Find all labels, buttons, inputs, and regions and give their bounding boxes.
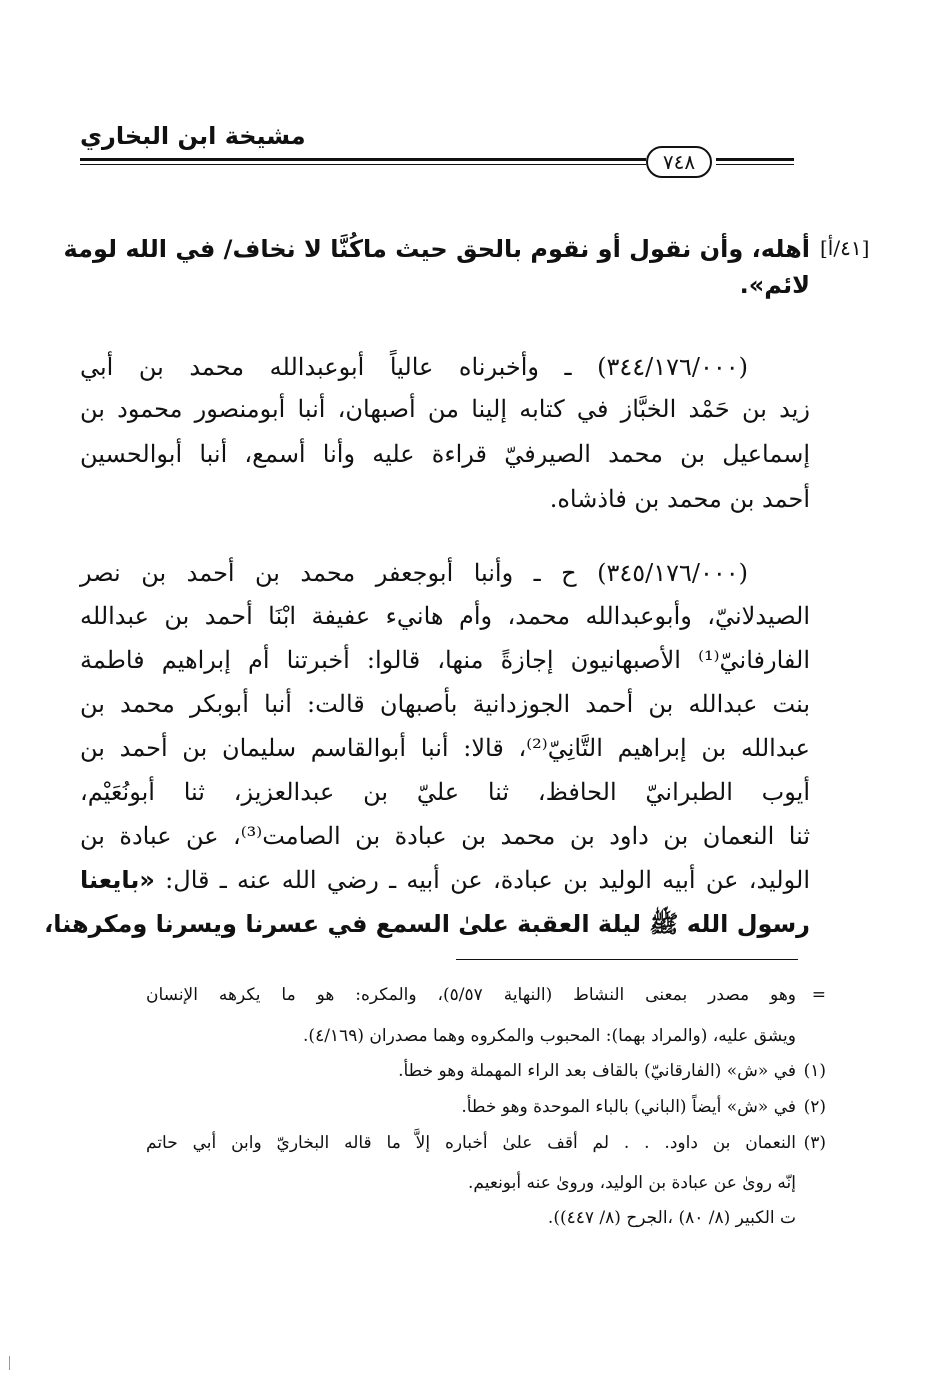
body-line: ثنا النعمان بن داود بن محمد بن عبادة بن الصامت⁽³⁾، عن عبادة بن	[80, 822, 810, 850]
body-line: زيد بن حَمْد الخبَّاز في كتابه إلينا من أصبهان، أنبا أبومنصور محمود بن	[80, 395, 810, 423]
body-line: إسماعيل بن محمد الصيرفيّ قراءة عليه وأنا أسمع، أنبا أبوالحسين	[80, 440, 810, 468]
body-line: بنت عبدالله بن أحمد الجوزدانية بأصبهان قالت: أنبا أبوبكر محمد بن	[80, 690, 810, 718]
footnote-separator	[456, 959, 798, 960]
body-line-hadith: رسول الله ﷺ ليلة العقبة علىٰ السمع في عسرنا ويسرنا ومكرهنا،	[44, 910, 810, 938]
footnote-line: في «ش» أيضاً (الباني) بالباء الموحدة وهو خطأ.	[461, 1097, 796, 1117]
body-line: أحمد بن محمد بن فاذشاه.	[549, 485, 810, 513]
body-line: الوليد، عن أبيه الوليد بن عبادة، عن أبيه ـ رضي الله عنه ـ قال: «بايعنا	[80, 866, 810, 894]
footnote-marker: (٣)	[803, 1133, 826, 1153]
folio-reference: [٤١/أ]	[820, 236, 870, 260]
footnote-line: إنّه روىٰ عن عبادة بن الوليد، وروىٰ عنه أبونعيم.	[468, 1173, 796, 1193]
body-line: الفارفانيّ⁽¹⁾ الأصبهانيون إجازةً منها، قالوا: أخبرتنا أم إبراهيم فاطمة	[80, 646, 810, 674]
body-line: أهله، وأن نقول أو نقوم بالحق حيث ماكُنَّا لا نخاف/ في الله لومة	[63, 235, 810, 263]
footnote-line: النعمان بن داود. . . لم أقف علىٰ أخباره إلاَّ ما قاله البخاريّ وابن أبي حاتم	[146, 1133, 796, 1153]
footnote-line: ت الكبير (٨/ ٨٠) ،الجرح (٨/ ٤٤٧)).	[547, 1208, 796, 1228]
body-line: لائم».	[739, 271, 810, 299]
running-title: مشيخة ابن البخاري	[80, 122, 306, 150]
header-rule-right	[716, 158, 794, 161]
footnote-marker: (١)	[803, 1061, 826, 1081]
footnote-continuation-mark: =	[811, 985, 826, 1005]
body-line: أيوب الطبرانيّ الحافظ، ثنا عليّ بن عبدالعزيز، ثنا أبونُعَيْم،	[80, 778, 810, 806]
scan-mark	[9, 1356, 10, 1370]
footnote-marker: (٢)	[803, 1097, 826, 1117]
footnote-line: وهو مصدر بمعنى النشاط (النهاية ٥/٥٧)، والمكره: هو ما يكرهه الإنسان	[146, 985, 796, 1005]
page-number: ٧٤٨	[646, 146, 712, 178]
body-line: عبدالله بن إبراهيم التَّانِيّ⁽²⁾، قالا: أنبا أبوالقاسم سليمان بن أحمد بن	[80, 734, 811, 762]
body-line: (٣٤٥/١٧٦/٠٠٠) ح ـ وأنبا أبوجعفر محمد بن أحمد بن نصر	[80, 559, 748, 587]
body-line: (٣٤٤/١٧٦/٠٠٠) ـ وأخبرناه عالياً أبوعبدالله محمد بن أبي	[80, 353, 748, 381]
hadith-opening: «بايعنا	[80, 866, 155, 894]
header-rule-left	[80, 158, 646, 161]
header-rule-left-thin	[80, 164, 646, 165]
footnote-line: ويشق عليه، (والمراد بهما): المحبوب والمكروه وهما مصدران (٤/١٦٩).	[303, 1026, 796, 1046]
header-rule-right-thin	[716, 164, 794, 165]
footnote-line: في «ش» (الفارقانيّ) بالقاف بعد الراء المهملة وهو خطأ.	[398, 1061, 796, 1081]
body-line: الصيدلانيّ، وأبوعبدالله محمد، وأم هانيء عفيفة ابْنَا أحمد بن عبدالله	[80, 602, 810, 630]
